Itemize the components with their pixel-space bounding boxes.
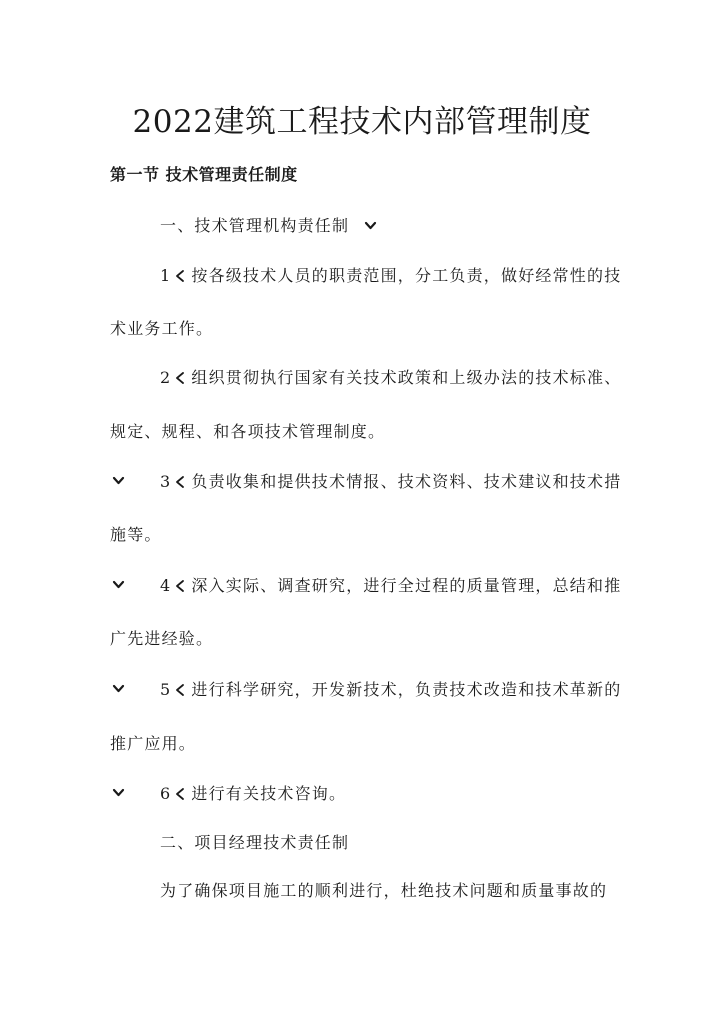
item-continuation: 广先进经验。 (110, 629, 214, 648)
item-number: 1 (160, 266, 172, 285)
list-item (160, 365, 621, 388)
arrow-left-icon (173, 475, 187, 489)
item-text: 负责收集和提供技术情报、技术资料、技术建议和技术措 (191, 472, 622, 491)
list-item (160, 469, 621, 492)
list-item (160, 573, 621, 596)
item-number: 6 (160, 784, 172, 803)
arrow-left-icon (173, 683, 187, 697)
item-text: 深入实际、调查研究，进行全过程的质量管理，总结和推 (191, 576, 622, 595)
item-number: 3 (160, 472, 172, 491)
subheading-1-line (160, 213, 377, 236)
chevron-down-icon (112, 682, 125, 695)
paragraph: 为了确保项目施工的顺利进行，杜绝技术问题和质量事故的 (160, 881, 608, 900)
item-text: 进行有关技术咨询。 (191, 784, 347, 803)
arrow-left-icon (173, 371, 187, 385)
list-item (160, 781, 346, 804)
item-text: 进行科学研究，开发新技术，负责技术改造和技术革新的 (191, 680, 622, 699)
item-number: 5 (160, 680, 172, 699)
chevron-down-icon (364, 219, 377, 232)
item-text: 按各级技术人员的职责范围，分工负责，做好经常性的技 (191, 266, 622, 285)
chevron-down-icon (112, 474, 125, 487)
list-item (160, 263, 621, 286)
subheading-2: 二、项目经理技术责任制 (160, 833, 350, 852)
item-number: 2 (160, 368, 172, 387)
chevron-down-icon (112, 786, 125, 799)
list-item (160, 677, 621, 700)
arrow-left-icon (173, 269, 187, 283)
chevron-down-icon (112, 578, 125, 591)
arrow-left-icon (173, 787, 187, 801)
section-heading: 第一节 技术管理责任制度 (110, 165, 298, 184)
item-continuation: 推广应用。 (110, 734, 197, 753)
document-title: 2022建筑工程技术内部管理制度 (132, 104, 592, 140)
item-continuation: 术业务工作。 (110, 319, 214, 338)
item-number: 4 (160, 576, 172, 595)
item-text: 组织贯彻执行国家有关技术政策和上级办法的技术标准、 (191, 368, 622, 387)
arrow-left-icon (173, 579, 187, 593)
subheading-1: 一、技术管理机构责任制 (160, 216, 350, 235)
item-continuation: 规定、规程、和各项技术管理制度。 (110, 422, 386, 441)
item-continuation: 施等。 (110, 525, 162, 544)
